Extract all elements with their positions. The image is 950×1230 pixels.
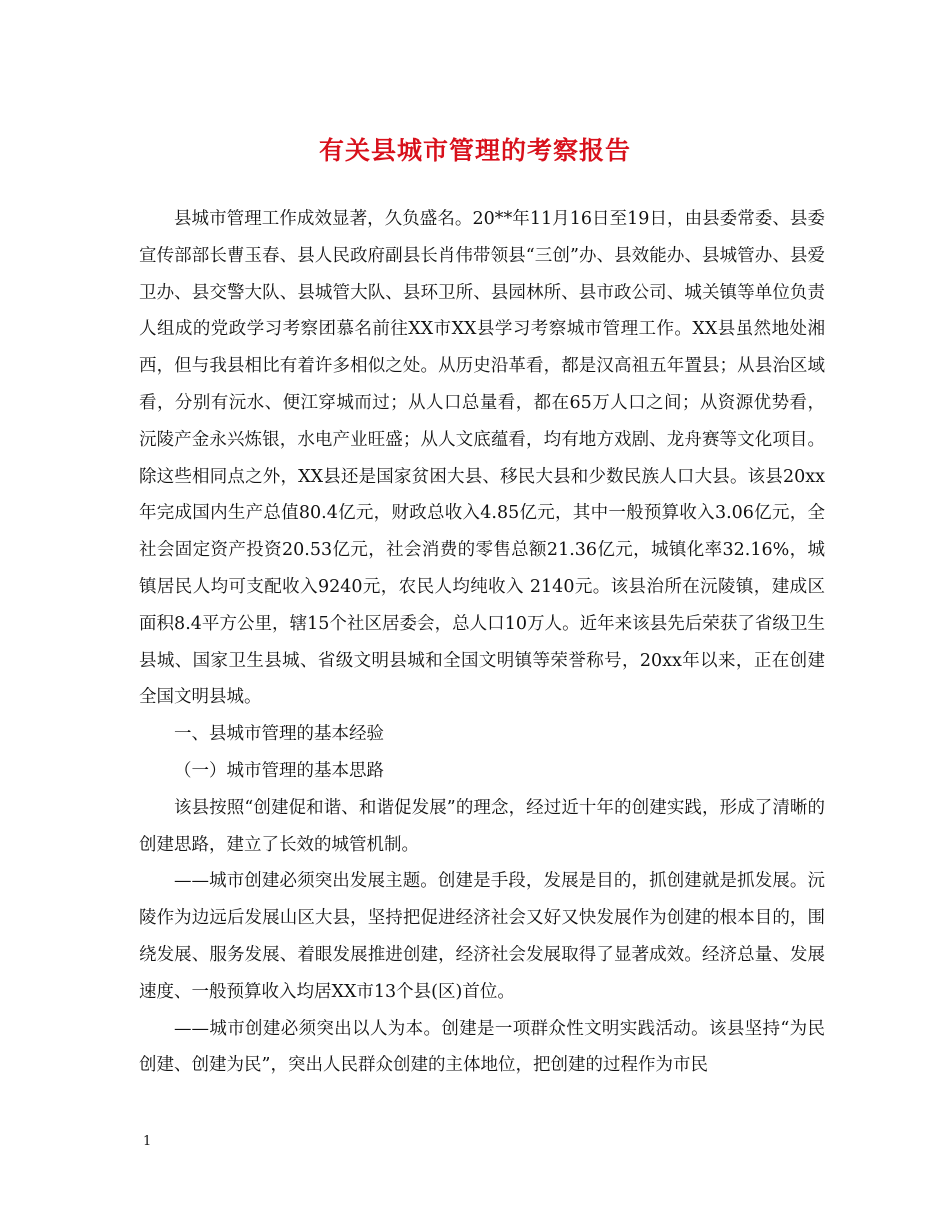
paragraph-development-theme: ——城市创建必须突出发展主题。创建是手段，发展是目的，抓创建就是抓发展。沅陵作为边远后发展山区大县，坚持把促进经济社会又好又快发展作为创建的根本目的，围绕发展、服务发展、着眼发展推进创建，经济社会发展取得了显著成效。经济总量、发展速度、一般预算收入均居XX市13个县(区)首位。: [139, 871, 825, 1002]
document-title: 有关县城市管理的考察报告: [318, 136, 631, 165]
paragraph-intro: 县城市管理工作成效显著，久负盛名。20**年11月16日至19日，由县委常委、县委宣传部部长曹玉春、县人民政府副县长肖伟带领县“三创”办、县效能办、县城管办、县爱卫办、县交警大队、县城管大队、县环卫所、县园林所、县市政公司、城关镇等单位负责人组成的党政学习考察团慕名前往XX市XX县学习考察城市管理工作。XX县虽然地处湘西，但与我县相比有着许多相似之处。从历史沿革看，都是汉高祖五年置县；从县治区域看，分别有沅水、便江穿城而过；从人口总量看，都在65万人口之间；从资源优势看，沅陵产金永兴炼银，水电产业旺盛；从人文底蕴看，均有地方戏剧、龙舟赛等文化项目。除这些相同点之外，XX县还是国家贫困大县、移民大县和少数民族人口大县。该县20xx年完成国内生产总值80.4亿元，财政总收入4.85亿元，其中一般预算收入3.06亿元，全社会固定资产投资20.53亿元，社会消费的零售总额21.36亿元，城镇化率32.16%，城镇居民人均可支配收入9240元，农民人均纯收入 2140元。该县治所在沅陵镇，建成区面积8.4平方公里，辖15个社区居委会，总人口10万人。近年来该县先后荣获了省级卫生县城、国家卫生县城、省级文明县城和全国文明镇等荣誉称号，20xx年以来，正在创建全国文明县城。: [139, 209, 825, 708]
paragraph-approach: 该县按照“创建促和谐、和谐促发展”的理念，经过近十年的创建实践，形成了清晰的创建思路，建立了长效的城管机制。: [139, 797, 825, 855]
document-body: [139, 201, 825, 1084]
page-number: 1: [143, 1134, 152, 1149]
paragraph-people-oriented: ——城市创建必须突出以人为本。创建是一项群众性文明实践活动。该县坚持“为民创建、创建为民”，突出人民群众创建的主体地位，把创建的过程作为市民: [139, 1018, 825, 1076]
heading-section-1: 一、县城市管理的基本经验: [174, 724, 384, 745]
heading-subsection-1: （一）城市管理的基本思路: [174, 760, 384, 781]
